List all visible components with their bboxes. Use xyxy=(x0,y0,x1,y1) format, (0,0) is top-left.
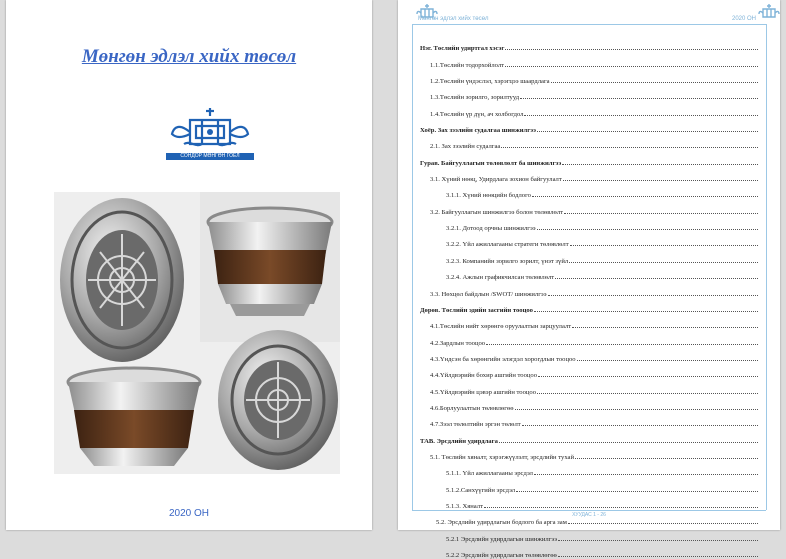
toc-entry-text: 5.1.1. Үйл ажиллагааны эрсдэл xyxy=(446,470,533,478)
toc-entry-text: 3.2.2. Үйл ажиллагааны стратеги төлөвлөлт xyxy=(446,241,569,249)
silverware-photo-collage xyxy=(54,192,340,474)
toc-entry-text: 5.2.2 Эрсдлийн удирдлагын төлөвлөгөө xyxy=(446,552,557,559)
ornate-lid-photo-2 xyxy=(218,330,338,470)
toc-entry[interactable] xyxy=(420,167,758,183)
toc-entry[interactable] xyxy=(420,199,758,215)
table-of-contents xyxy=(420,36,758,559)
toc-leader-dots xyxy=(520,98,758,99)
right-border-rule xyxy=(766,24,767,510)
toc-entry-text: Дөрөв. Төслийн эдийн засгийн тооцоо xyxy=(420,306,533,314)
header-rule xyxy=(412,24,766,25)
toc-leader-dots xyxy=(562,164,758,165)
toc-leader-dots xyxy=(558,540,758,541)
toc-entry[interactable] xyxy=(420,150,758,166)
toc-leader-dots xyxy=(555,278,758,279)
header-year: 2020 ОН xyxy=(732,16,757,22)
toc-entry[interactable] xyxy=(420,69,758,85)
toc-leader-dots xyxy=(534,474,758,475)
toc-leader-dots xyxy=(486,344,758,345)
toc-entry-text: 4.3.Үндсэн ба хөрөнгийн элэгдэл хорогдлын тооцоо xyxy=(430,355,576,363)
toc-entry-text: Нэг. Төслийн удиртгал хэсэг xyxy=(420,45,505,53)
toc-entry[interactable] xyxy=(420,134,758,150)
cover-page xyxy=(6,0,372,530)
toc-entry-text: 4.2.Зардлын тооцоо xyxy=(430,339,486,347)
toc-leader-dots xyxy=(505,66,758,67)
toc-entry-text: 1.2.Төслийн үндэслэл, хэрэгцээ шаардлага xyxy=(430,78,550,86)
toc-entry[interactable] xyxy=(420,101,758,117)
toc-leader-dots xyxy=(515,409,758,410)
toc-entry[interactable] xyxy=(420,379,758,395)
toc-entry[interactable] xyxy=(420,281,758,297)
toc-leader-dots xyxy=(522,425,758,426)
toc-entry[interactable] xyxy=(420,363,758,379)
toc-entry[interactable] xyxy=(420,461,758,477)
toc-entry[interactable] xyxy=(420,36,758,52)
toc-entry-text: 4.7.Зээл төлөлтийн эргэн төлөлт xyxy=(430,421,521,429)
toc-entry[interactable] xyxy=(420,510,758,526)
toc-leader-dots xyxy=(534,311,758,312)
toc-entry-text: 4.1.Төслийн нийт хөрөнгө оруулалтын зарцуулалт xyxy=(430,323,572,331)
company-logo xyxy=(166,104,254,160)
toc-leader-dots xyxy=(569,262,758,263)
toc-entry[interactable] xyxy=(420,52,758,68)
toc-leader-dots xyxy=(564,213,758,214)
toc-leader-dots xyxy=(558,556,758,557)
toc-entry[interactable] xyxy=(420,330,758,346)
toc-entry-text: 1.3.Төслийн зорилго, зорилтууд xyxy=(430,94,520,102)
toc-entry[interactable] xyxy=(420,526,758,542)
toc-entry[interactable] xyxy=(420,412,758,428)
toc-entry-text: 4.6.Борлуулалтын төлөвлөгөө xyxy=(430,404,514,412)
toc-leader-dots xyxy=(551,82,758,83)
silver-knot-logo-icon xyxy=(166,104,254,160)
toc-leader-dots xyxy=(568,523,758,524)
logo-text: СОНДОР МӨНГӨН ГОЁЛ xyxy=(166,153,254,160)
silverware-photos xyxy=(54,192,340,474)
toc-leader-dots xyxy=(537,393,758,394)
toc-leader-dots xyxy=(563,180,758,181)
toc-leader-dots xyxy=(575,458,758,459)
footer-page-label: ХУУДАС 1 - 26 xyxy=(572,512,606,518)
toc-page xyxy=(398,0,780,559)
toc-entry-text: 3.2.1. Дотоод орчны шинжилгээ xyxy=(446,225,536,233)
toc-entry[interactable] xyxy=(420,216,758,232)
toc-entry-text: 3.2. Байгууллагын шинжилгээ болон төлөвлөлт xyxy=(430,208,564,216)
toc-leader-dots xyxy=(524,115,758,116)
header-title: Мөнгөн эдлэл хийх төсөл xyxy=(418,16,489,22)
toc-entry-text: 3.2.3. Компанийн зорилго зорилт, үнэт зүйл xyxy=(446,257,569,265)
toc-entry-text: 3.1. Хүний нөөц, Удирдлага зохион байгуулалт xyxy=(430,176,562,184)
cover-title: Мөнгөн эдлэл хийх төсөл xyxy=(81,46,297,67)
toc-leader-dots xyxy=(537,229,758,230)
toc-entry-text: Гурав. Байгууллагын төлөвлөлт ба шинжилгээ xyxy=(420,159,562,167)
toc-entry-text: 5.2. Эрсдлийн удирдлагын бодлого ба арга зам xyxy=(436,519,567,527)
toc-leader-dots xyxy=(577,360,758,361)
toc-leader-dots xyxy=(548,295,758,296)
toc-entry-text: 3.3. Нөхцөл байдлын /SWOT/ шинжилгээ xyxy=(430,290,547,298)
silver-bowl-photo-top xyxy=(200,192,340,342)
header-ornament-right-icon xyxy=(758,3,780,19)
toc-entry[interactable] xyxy=(420,85,758,101)
toc-entry[interactable] xyxy=(420,183,758,199)
toc-entry-text: ТАВ. Эрсдлийн удирдлага xyxy=(420,437,498,445)
toc-entry[interactable] xyxy=(420,232,758,248)
toc-entry[interactable] xyxy=(420,445,758,461)
toc-leader-dots xyxy=(538,376,758,377)
toc-leader-dots xyxy=(505,49,758,50)
toc-entry[interactable] xyxy=(420,298,758,314)
toc-entry[interactable] xyxy=(420,428,758,444)
toc-entry[interactable] xyxy=(420,314,758,330)
toc-entry-text: 5.1.2.Санхүүгийн эрсдэл xyxy=(446,486,516,494)
toc-entry[interactable] xyxy=(420,265,758,281)
toc-entry[interactable] xyxy=(420,396,758,412)
toc-entry-text: 5.1.3. Хяналт xyxy=(446,502,483,510)
silver-bowl-photo-bottom xyxy=(68,368,200,466)
toc-entry-text: Хоёр. Зах зээлийн судалгаа шинжилгээ xyxy=(420,127,536,135)
toc-entry-text: 3.1.1. Хүний нөөцийн бодлого xyxy=(446,192,531,200)
left-border-rule xyxy=(412,24,413,510)
toc-entry[interactable] xyxy=(420,248,758,264)
toc-leader-dots xyxy=(484,507,758,508)
toc-entry-text: 2.1. Зах зээлийн судалгаа xyxy=(430,143,501,151)
cover-year: 2020 ОН xyxy=(168,508,210,519)
toc-entry-text: 1.4.Төслийн үр дүн, ач холбогдол xyxy=(430,110,524,118)
toc-entry[interactable] xyxy=(420,477,758,493)
toc-leader-dots xyxy=(570,245,758,246)
toc-leader-dots xyxy=(537,131,758,132)
toc-entry-text: 4.5.Үйлдвэрийн цэвэр ашгийн тооцоо xyxy=(430,388,537,396)
toc-leader-dots xyxy=(501,147,758,148)
toc-entry[interactable] xyxy=(420,543,758,559)
toc-entry[interactable] xyxy=(420,494,758,510)
toc-entry-text: 5.1. Төслийн хяналт, хэрэгжүүлэлт, эрсдлийн тухай xyxy=(430,453,574,461)
toc-entry[interactable] xyxy=(420,347,758,363)
toc-entry-text: 4.4.Үйлдвэрийн бохир ашгийн тооцоо xyxy=(430,372,538,380)
toc-leader-dots xyxy=(516,491,758,492)
toc-entry-text: 1.1.Төслийн тодорхойлолт xyxy=(430,61,505,69)
toc-entry-text: 5.2.1 Эрсдлийн удирдлагын шинжилгээ xyxy=(446,535,558,543)
toc-leader-dots xyxy=(532,196,758,197)
toc-leader-dots xyxy=(499,442,758,443)
toc-entry-text: 3.2.4. Ажлын графикчилсан төлөвлөлт xyxy=(446,274,555,282)
toc-entry[interactable] xyxy=(420,118,758,134)
toc-leader-dots xyxy=(572,327,758,328)
ornate-lid-photo xyxy=(60,198,184,362)
